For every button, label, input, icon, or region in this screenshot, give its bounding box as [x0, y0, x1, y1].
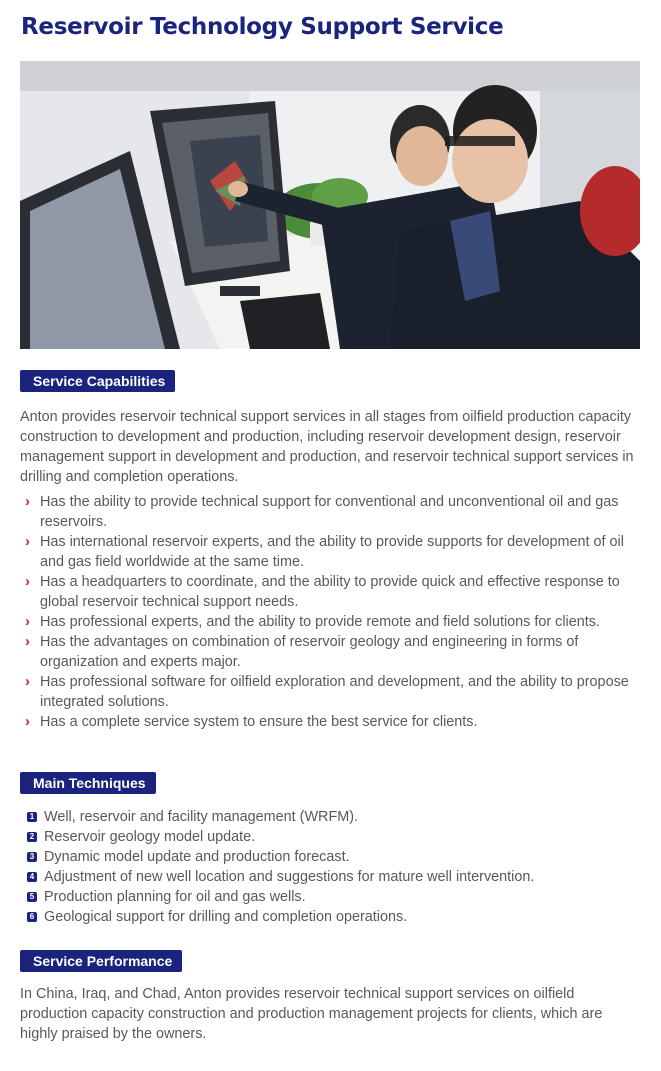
number-badge-icon: 3: [27, 852, 37, 862]
list-item: [20, 572, 645, 612]
list-item-text: Has international reservoir experts, and the ability to provide supports for development of oil and gas field worldwide at the same time.: [40, 534, 624, 570]
capabilities-intro: Anton provides reservoir technical support services in all stages from oilfield production capacity construction to development and production, including reservoir development design, reservoir management support in development and production, and reservoir technical support services in drilling and completion operations.: [20, 409, 634, 485]
list-item: [20, 672, 645, 712]
list-item-text: Adjustment of new well location and suggestions for mature well intervention.: [44, 869, 535, 885]
chevron-right-icon: ›: [25, 533, 30, 550]
list-item: [27, 827, 637, 847]
page-title: Reservoir Technology Support Service: [21, 14, 504, 40]
chevron-right-icon: ›: [25, 713, 30, 730]
list-item-text: Geological support for drilling and completion operations.: [44, 909, 408, 925]
list-item: [27, 887, 637, 907]
chevron-right-icon: ›: [25, 493, 30, 510]
techniques-list: [27, 807, 637, 927]
chevron-right-icon: ›: [25, 613, 30, 630]
list-item-text: Production planning for oil and gas wells.: [44, 889, 306, 905]
list-item: [20, 712, 645, 732]
office-photo-icon: [20, 61, 640, 349]
number-badge-icon: 4: [27, 872, 37, 882]
chevron-right-icon: ›: [25, 633, 30, 650]
list-item-text: Has the advantages on combination of reservoir geology and engineering in forms of organization and experts major.: [40, 634, 579, 670]
performance-text: In China, Iraq, and Chad, Anton provides reservoir technical support services on oilfield production capacity construction and production management projects for clients, which are highly praised by the owners.: [20, 986, 603, 1042]
section-heading-performance: Service Performance: [20, 950, 182, 972]
section-heading-techniques: Main Techniques: [20, 772, 156, 794]
list-item-text: Dynamic model update and production forecast.: [44, 849, 350, 865]
list-item: [27, 847, 637, 867]
number-badge-icon: 6: [27, 912, 37, 922]
section-heading-capabilities: Service Capabilities: [20, 370, 175, 392]
chevron-right-icon: ›: [25, 673, 30, 690]
list-item: [20, 532, 645, 572]
list-item: [27, 907, 637, 927]
capabilities-list: [20, 492, 645, 732]
number-badge-icon: 2: [27, 832, 37, 842]
hero-photo: [20, 61, 640, 349]
list-item-text: Has the ability to provide technical support for conventional and unconventional oil and gas reservoirs.: [40, 494, 619, 530]
list-item-text: Well, reservoir and facility management (WRFM).: [44, 809, 359, 825]
list-item-text: Has professional experts, and the ability to provide remote and field solutions for clients.: [40, 614, 600, 630]
number-badge-icon: 1: [27, 812, 37, 822]
list-item-text: Has a headquarters to coordinate, and the ability to provide quick and effective response to global reservoir technical support needs.: [40, 574, 620, 610]
chevron-right-icon: ›: [25, 573, 30, 590]
number-badge-icon: 5: [27, 892, 37, 902]
list-item: [27, 807, 637, 827]
list-item: [20, 632, 645, 672]
list-item-text: Reservoir geology model update.: [44, 829, 256, 845]
list-item: [20, 612, 645, 632]
list-item-text: Has a complete service system to ensure the best service for clients.: [40, 714, 478, 730]
list-item: [20, 492, 645, 532]
list-item-text: Has professional software for oilfield exploration and development, and the ability to propose integrated solutions.: [40, 674, 629, 710]
list-item: [27, 867, 637, 887]
